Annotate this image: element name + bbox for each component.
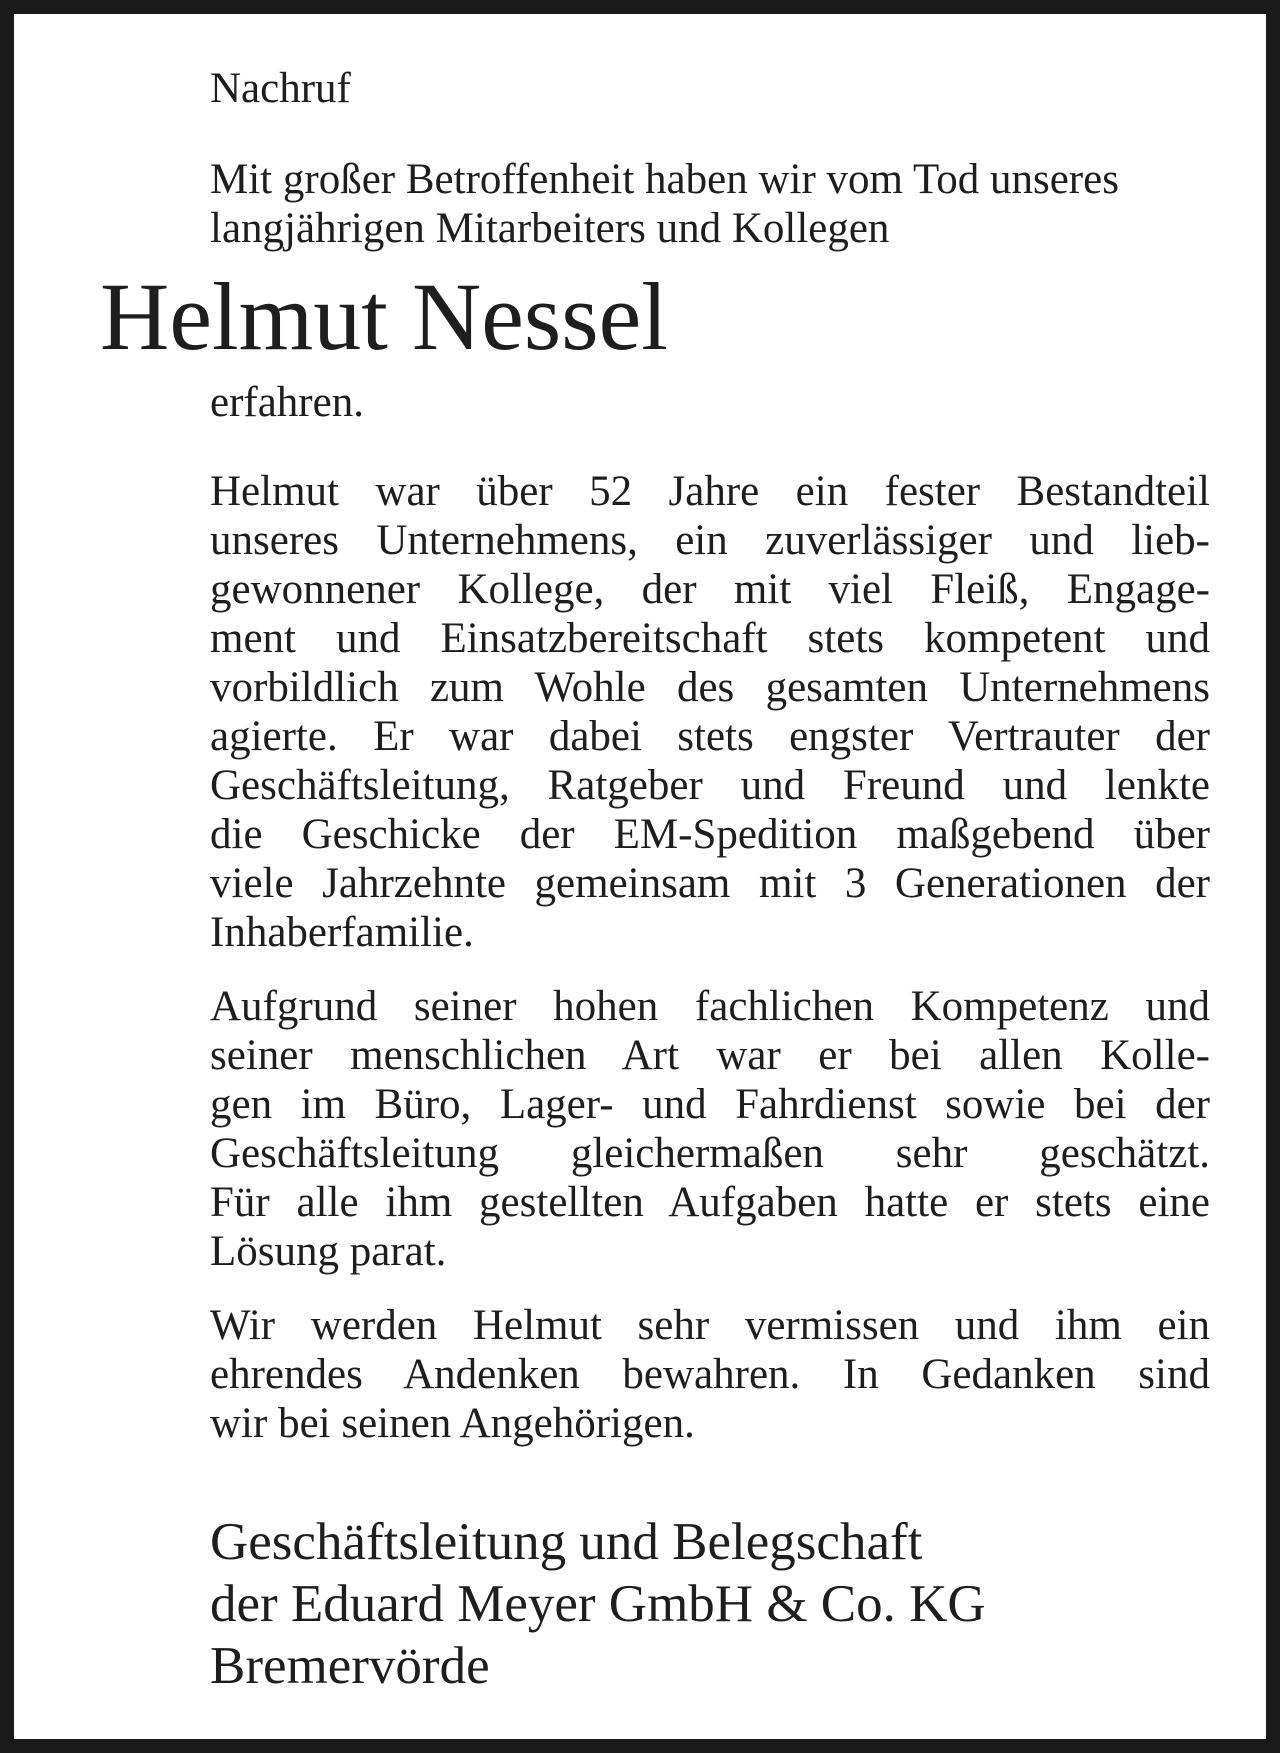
- text-line: wir bei seinen Angehörigen.: [210, 1400, 695, 1447]
- text-line: Helmut war über 52 Jahre ein fester Bestandteil: [210, 468, 1210, 515]
- signature-line: Geschäftsleitung und Belegschaft: [210, 1513, 923, 1571]
- text-line: ment und Einsatzbereitschaft stets kompetent und: [210, 615, 1210, 662]
- text-line: Geschäftsleitung, Ratgeber und Freund und lenkte: [210, 762, 1210, 809]
- signature-line: der Eduard Meyer GmbH & Co. KG: [210, 1575, 986, 1633]
- text-line: gen im Büro, Lager- und Fahrdienst sowie bei der: [210, 1081, 1210, 1128]
- text-line: seiner menschlichen Art war er bei allen Kolle-: [210, 1032, 1210, 1079]
- intro-line: Mit großer Betroffenheit haben wir vom Tod unseres: [210, 156, 1119, 203]
- intro-line: langjährigen Mitarbeiters und Kollegen: [210, 205, 890, 252]
- intro-closing: erfahren.: [210, 379, 364, 426]
- text-line: Lösung parat.: [210, 1228, 447, 1275]
- paragraph-farewell: [210, 1301, 1210, 1448]
- text-line: agierte. Er war dabei stets engster Vertrauter der: [210, 713, 1210, 760]
- paragraph-tribute: [210, 467, 1210, 957]
- text-line: vorbildlich zum Wohle des gesamten Unternehmens: [210, 664, 1210, 711]
- text-line: Aufgrund seiner hohen fachlichen Kompetenz und: [210, 983, 1210, 1030]
- notice-heading: Nachruf: [210, 65, 351, 112]
- intro-text: [210, 155, 1210, 253]
- text-line: die Geschicke der EM-Spedition maßgebend über: [210, 811, 1210, 858]
- text-line: Inhaberfamilie.: [210, 909, 474, 956]
- signature-block: [210, 1511, 1230, 1697]
- paragraph-competence: [210, 982, 1210, 1276]
- text-line: Wir werden Helmut sehr vermissen und ihm ein: [210, 1302, 1210, 1349]
- text-line: Für alle ihm gestellten Aufgaben hatte er stets eine: [210, 1179, 1210, 1226]
- text-line: Geschäftsleitung gleichermaßen sehr geschätzt.: [210, 1130, 1210, 1177]
- body-text: [210, 467, 1210, 1473]
- signature-line: Bremervörde: [210, 1637, 490, 1695]
- deceased-name: Helmut Nessel: [100, 263, 668, 370]
- text-line: viele Jahrzehnte gemeinsam mit 3 Generationen der: [210, 860, 1210, 907]
- text-line: unseres Unternehmens, ein zuverlässiger und lieb-: [210, 517, 1210, 564]
- text-line: ehrendes Andenken bewahren. In Gedanken sind: [210, 1351, 1210, 1398]
- text-line: gewonnener Kollege, der mit viel Fleiß, Engage-: [210, 566, 1210, 613]
